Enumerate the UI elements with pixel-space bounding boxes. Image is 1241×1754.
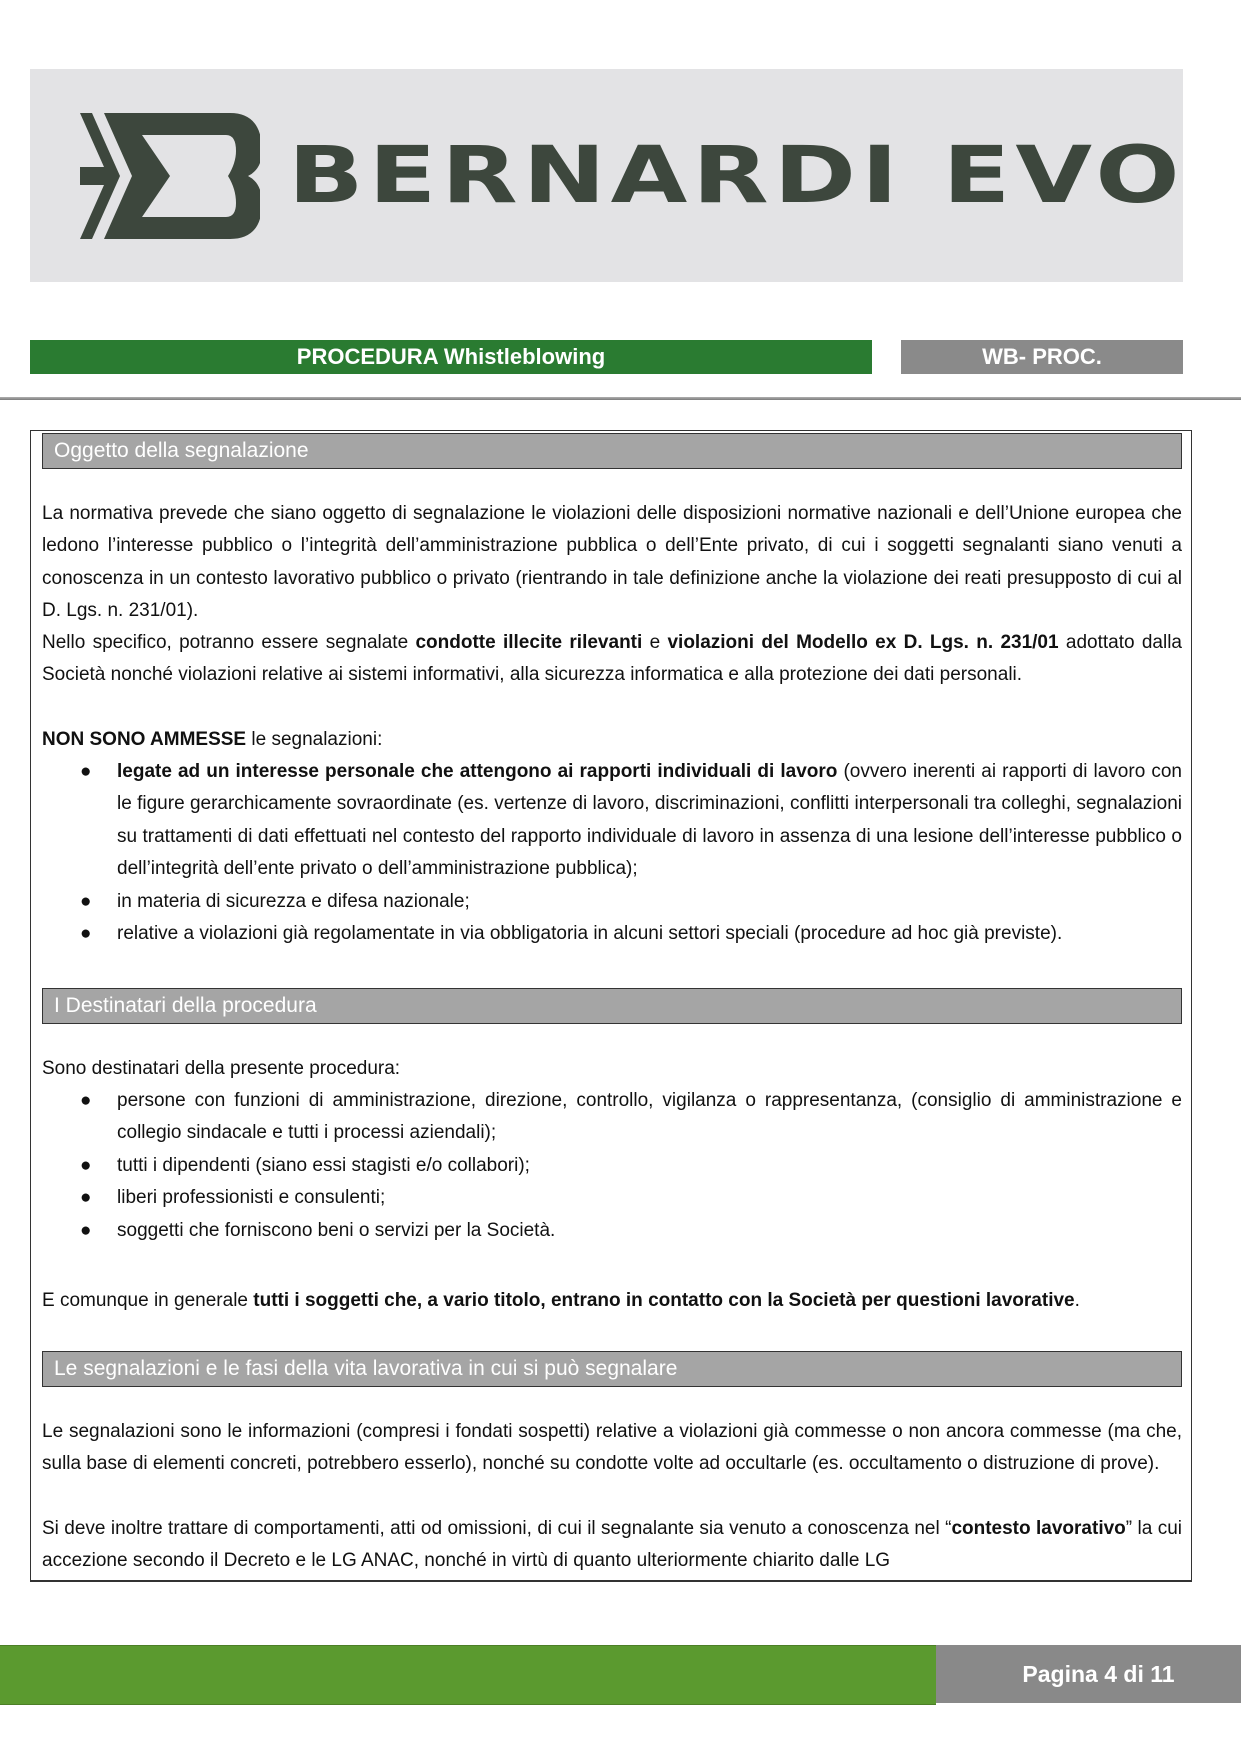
- section-heading-segnalazioni-fasi: Le segnalazioni e le fasi della vita lavorativa in cui si può segnalare: [42, 1351, 1182, 1387]
- bold-run: NON SONO AMMESSE: [42, 729, 247, 750]
- text-run: persone con funzioni di amministrazione, direzione, controllo, vigilanza o rappresentanza, (consiglio di amministrazione e collegio sindacale e tutti i processi aziendali);: [117, 1090, 1182, 1144]
- list-non-ammesse: [42, 756, 1182, 950]
- list-item: [42, 756, 1182, 886]
- list-item: [42, 886, 1182, 918]
- bold-run: condotte illecite rilevanti: [415, 632, 643, 653]
- section-heading-destinatari: I Destinatari della procedura: [42, 988, 1182, 1024]
- text-run: le segnalazioni:: [246, 729, 383, 750]
- paragraph-nello-specifico: [42, 627, 1182, 692]
- paragraph-destinatari-intro: Sono destinatari della presente procedura:: [42, 1058, 401, 1079]
- list-item: [42, 1085, 1182, 1150]
- paragraph-segnalazioni-informazioni: Le segnalazioni sono le informazioni (compresi i fondati sospetti) relative a violazioni già commesse o non ancora commesse (ma che, sulla base di elementi concreti, potrebbero esserlo), nonché su condotte volte ad occultarle (es. occultamento o distruzione di prove).: [42, 1421, 1182, 1475]
- bullet-icon: ●: [80, 1219, 92, 1241]
- text-run: Nello specifico, potranno essere segnalate: [42, 632, 416, 653]
- bullet-icon: ●: [80, 1090, 92, 1111]
- text-run: e: [642, 632, 668, 653]
- list-item: [42, 1182, 1182, 1214]
- list-item: [42, 918, 1182, 950]
- text-run: relative a violazioni già regolamentate in via obbligatoria in alcuni settori speciali (procedure ad hoc già previste).: [117, 923, 1063, 945]
- bold-run: violazioni del Modello ex D. Lgs. n. 231/01: [667, 632, 1059, 653]
- text-run: Si deve inoltre trattare di comportamenti, atti od omissioni, di cui il segnalante sia venuto a conoscenza nel “: [42, 1518, 952, 1539]
- text-run: in materia di sicurezza e difesa nazionale;: [117, 890, 470, 912]
- brand-name: BERNARDI EVO: [288, 131, 1185, 221]
- bold-run: legate ad un interesse personale che attengono ai rapporti individuali di lavoro: [117, 761, 838, 782]
- bullet-icon: ●: [80, 1154, 92, 1176]
- text-run: soggetti che forniscono beni o servizi per la Società.: [117, 1219, 556, 1241]
- logo-banner: [30, 69, 1183, 282]
- section-heading-oggetto: Oggetto della segnalazione: [42, 433, 1182, 469]
- text-run: (ovvero inerenti ai rapporti di lavoro con le figure gerarchicamente sovraordinate (es. vertenze di lavoro, discriminazioni, conflitti interpersonali tra colleghi, segnalazioni su trattamenti di dati effettuati nel contesto del rapporto individuale di lavoro in assenza di una lesione dell’interesse pubblico o dell’integrità dell’ente privato o dell’amministrazione pubblica);: [117, 761, 1182, 880]
- bernardi-evo-logo-icon: [80, 113, 260, 239]
- bullet-icon: ●: [80, 923, 92, 945]
- document-title: PROCEDURA Whistleblowing: [30, 340, 872, 374]
- document-code: WB- PROC.: [901, 340, 1183, 374]
- bold-run: contesto lavorativo: [951, 1518, 1126, 1539]
- text-run: .: [1074, 1290, 1080, 1311]
- bullet-icon: ●: [80, 1187, 92, 1209]
- list-item: [42, 1215, 1182, 1247]
- bold-run: tutti i soggetti che, a vario titolo, entrano in contatto con la Società per questioni lavorative: [253, 1290, 1075, 1311]
- paragraph-non-ammesse: [42, 724, 1182, 756]
- text-run: ” la cui accezione secondo il Decreto e le LG ANAC, nonché in virtù di quanto ulteriormente chiarito dalle LG: [42, 1518, 1182, 1572]
- footer-bar: [0, 1645, 936, 1705]
- bullet-icon: ●: [80, 890, 92, 912]
- paragraph-normativa: La normativa prevede che siano oggetto di segnalazione le violazioni delle disposizioni normative nazionali e dell’Unione europea che ledono l’interesse pubblico o l’integrità dell’amministrazione pubblica o dell’Ente privato, di cui i soggetti segnalanti siano venuti a conoscenza in un contesto lavorativo pubblico o privato (rientrando in tale definizione anche la violazione dei reati presupposto di cui al D. Lgs. n. 231/01).: [42, 503, 1182, 622]
- list-destinatari: [42, 1085, 1182, 1247]
- text-run: tutti i dipendenti (siano essi stagisti e/o collabori);: [117, 1154, 530, 1176]
- page-number: Pagina 4 di 11: [936, 1645, 1241, 1703]
- paragraph-comunque: [42, 1285, 1182, 1317]
- text-run: liberi professionisti e consulenti;: [117, 1187, 386, 1209]
- paragraph-contesto-lavorativo: [42, 1513, 1182, 1578]
- bullet-icon: ●: [80, 761, 92, 782]
- text-run: adottato dalla Società nonché violazioni relative ai sistemi informativi, alla sicurezza informatica e alla protezione dei dati personali.: [42, 632, 1182, 686]
- content-box: [30, 430, 1192, 1582]
- text-run: E comunque in generale: [42, 1290, 254, 1311]
- header-divider: [0, 397, 1241, 400]
- list-item: [42, 1150, 1182, 1182]
